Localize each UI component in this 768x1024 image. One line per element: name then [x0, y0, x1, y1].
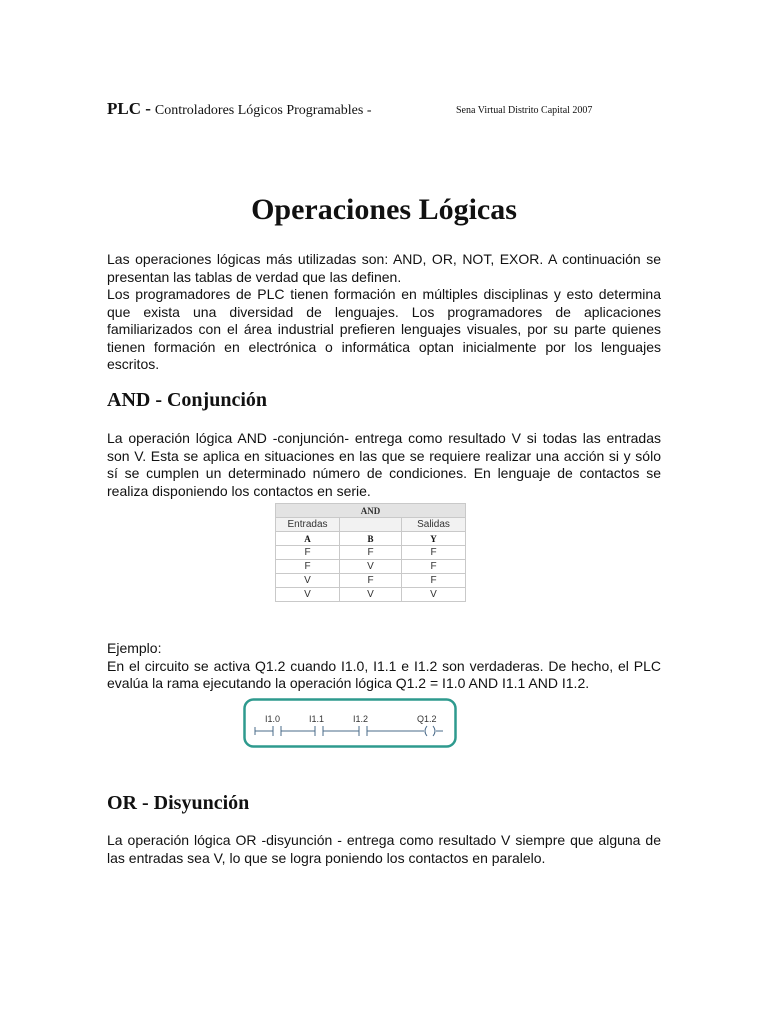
or-heading: OR - Disyunción	[107, 792, 250, 814]
truth-table-caption: AND	[276, 504, 466, 518]
truth-table-outputs-label: Salidas	[402, 518, 466, 532]
truth-table-col-b: B	[340, 532, 402, 546]
intro-paragraph-2: Los programadores de PLC tienen formación en múltiples disciplinas y esto determina que exista una diversidad de lenguajes. Los programadores de aplicaciones familiarizados con el área industrial prefieren lenguajes visuales, por su parte quienes tienen formación en electrónica o informática optan inicialmente por los lenguajes escritos.	[107, 286, 661, 372]
truth-table-blank-cell	[340, 518, 402, 532]
intro-text	[107, 251, 661, 374]
and-paragraph: La operación lógica AND -conjunción- entrega como resultado V si todas las entradas son V. Esta se aplica en situaciones en las que se requiere realizar una acción si y sólo sí se cumplen un determinado número de condiciones. En lenguaje de contactos se realiza disponiendo los contactos en serie.	[107, 430, 661, 499]
table-cell: V	[276, 588, 340, 602]
table-cell: V	[276, 574, 340, 588]
truth-table-col-a: A	[276, 532, 340, 546]
table-row	[276, 546, 466, 560]
header-plc: PLC -	[107, 99, 151, 118]
table-cell: V	[340, 588, 402, 602]
table-cell: F	[276, 546, 340, 560]
table-cell: F	[340, 574, 402, 588]
truth-table-inputs-label: Entradas	[276, 518, 340, 532]
ladder-diagram	[243, 698, 457, 748]
contact-i1-2-label: I1.2	[353, 714, 369, 724]
table-cell: V	[340, 560, 402, 574]
table-row	[276, 574, 466, 588]
and-truth-table	[275, 503, 466, 602]
contact-i1-1-label: I1.1	[309, 714, 325, 724]
table-row	[276, 588, 466, 602]
or-paragraph: La operación lógica OR -disyunción - entrega como resultado V siempre que alguna de las entradas sea V, lo que se logra poniendo los contactos en paralelo.	[107, 832, 661, 866]
header-subtitle: Controladores Lógicos Programables -	[154, 103, 372, 118]
contact-i1-0-label: I1.0	[265, 714, 281, 724]
table-row	[276, 560, 466, 574]
coil-q1-2-label: Q1.2	[417, 714, 437, 724]
table-cell: F	[340, 546, 402, 560]
page-title: Operaciones Lógicas	[251, 193, 517, 226]
example-block	[107, 640, 661, 693]
table-cell: F	[402, 574, 466, 588]
table-cell: F	[276, 560, 340, 574]
table-cell: V	[402, 588, 466, 602]
truth-table-col-y: Y	[402, 532, 466, 546]
example-text: En el circuito se activa Q1.2 cuando I1.0, I1.1 e I1.2 son verdaderas. De hecho, el PLC evalúa la rama ejecutando la operación lógica Q1.2 = I1.0 AND I1.1 AND I1.2.	[107, 657, 661, 691]
header-org: Sena Virtual Distrito Capital 2007	[456, 105, 593, 116]
example-label: Ejemplo:	[107, 640, 162, 656]
intro-paragraph-1: Las operaciones lógicas más utilizadas son: AND, OR, NOT, EXOR. A continuación se presentan las tablas de verdad que las definen.	[107, 251, 661, 285]
table-cell: F	[402, 546, 466, 560]
and-heading: AND - Conjunción	[107, 389, 268, 411]
page-header	[107, 99, 593, 119]
table-cell: F	[402, 560, 466, 574]
